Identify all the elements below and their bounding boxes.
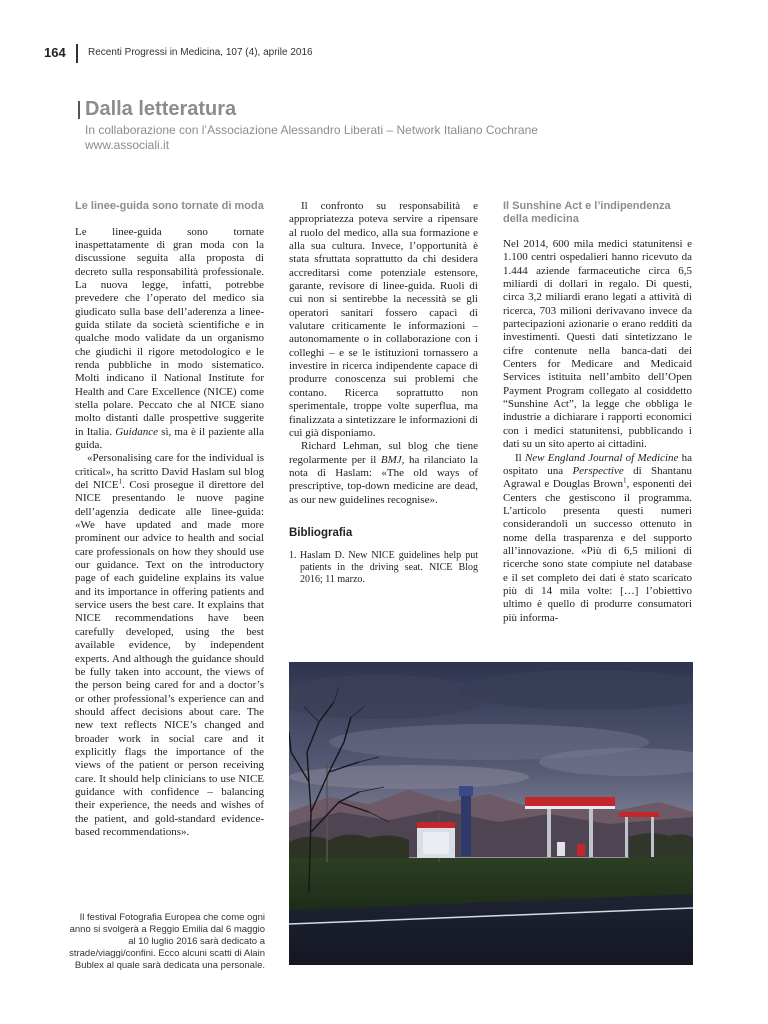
column-3 [503,200,692,625]
reference-item [289,550,478,586]
column-1 [75,200,264,839]
section-subtitle: In collaborazione con l’Associazione Alessandro Liberati – Network Italiano Cochrane [85,123,538,137]
running-header [44,44,444,64]
article-2-body [503,238,692,625]
photo-caption: Il festival Fotografia Europea che come ogni anno si svolgerà a Reggio Emilia dal 6 maggio al 10 luglio 2016 sarà dedicato a strade/viaggi/confini. Ecco alcuni scatti di Alain Bublex al quale sarà dedicata una personale. [69,912,265,971]
paragraph: Richard Lehman, sul blog che tiene regolarmente per il BMJ, ha rilanciato la nota di Haslam: «The old ways of prescriptive, top-down medicine are dead, as our new guidelines recognise». [289,440,478,506]
gas-station-photo [289,662,693,965]
paragraph: Il New England Journal of Medicine ha ospitato una Perspective di Shantanu Agrawal e Douglas Brown$^1$, esponenti dei Centers che gestiscono il programma. L’articolo presenta questi numeri considerandoli un successo ottenuto in nome della trasparenza e del supporto all’innovazione. «Più di 6,5 milioni di ricerche sono state compiute nel database e il set completo dei dati è stato scaricato più di 14 mila volte: […] l’obiettivo ultimo è quello di produrre consumatori più informa- [503,451,692,624]
reference-number: 1. [289,550,297,562]
bibliography-heading: Bibliografia [289,526,353,539]
header-divider [76,44,78,63]
footnote-ref[interactable]: 1 [623,476,627,485]
banner-divider [78,101,80,119]
footnote-ref[interactable]: 1 [118,477,123,486]
section-title: Dalla letteratura [85,98,237,120]
page-number: 164 [44,45,66,60]
article-1-heading: Le linee-guida sono tornate di moda [75,200,264,212]
journal-reference: Recenti Progressi in Medicina, 107 (4), aprile 2016 [88,47,313,58]
paragraph: Nel 2014, 600 mila medici statunitensi e 1.100 centri ospedalieri hanno ricevuto da 1.444 aziende farmaceutiche circa 6,5 miliardi di dollari in regalo. Di questi, circa 3,2 miliardi erano legati a attività di ricerca, 703 milioni derivavano invece da partecipazioni azionarie o erano redditi da investimenti. Questi dati sintetizzano le cifre contenute nella banca-dati dei Centers for Medicare and Medicaid Services istituita nell’ambito dell’Open Payment Program collegato al cosiddetto “Sunshine Act”, la legge che obbliga le industrie a dichiarare i rapporti economici con i medici statunitensi, pubblicando i dati su un sito aperto ai cittadini. [503,238,692,451]
reference-text: Haslam D. New NICE guidelines help put patients in the driving seat. NICE Blog 2016; 11 marzo. [300,550,478,586]
column-2 [289,200,478,586]
paragraph: Le linee-guida sono tornate inaspettatamente di gran moda con la discussione seguita alla proposta di decreto sulla responsabilità professionale. La nuova legge, infatti, potrebbe prevedere che l’operato del medico sia giudicato sulla base dell’aderenza a linee-guida stilate da società scientifiche e in qualche modo validate da un organismo che giudichi il rigore metodologico e le renda pubbliche in modo sistematico. Molti indicano il National Institute for Health and Care Excellence (NICE) come stella polare. Peccato che al NICE siano molto distanti dalle prospettive suggerite in Italia. Guidance sì, ma è il paziente alla guida. [75,225,264,451]
section-url[interactable]: www.associali.it [85,138,170,152]
article-2-heading: Il Sunshine Act e l’indipendenza della medicina [503,200,671,225]
paragraph: Il confronto su responsabilità e appropriatezza poteva servire a ripensare al ruolo del medico, alla sua formazione e alla sua cultura. Invece, l’opportunità è stata sfruttata soprattutto da chi desidera accreditarsi come potenziale estensore, garante, revisore di linee-guida. Ruoli di cui non si sentirebbe la necessità se gli operatori sanitari fossero capaci di valutare criticamente le informazioni – autonomamente o in collaborazione con i colleghi – e se le istituzioni tornassero a investire in ricerca indipendente capace di produrre conoscenza sui problemi che contano. Ricerca soprattutto non sperimentale, troppe volte superflua, ma finalizzata a sintetizzare le informazioni di cui già disponiamo. [289,200,478,439]
paragraph: «Personalising care for the individual is critical», ha scritto David Haslam sul blog del NICE$^1$. Così prosegue il direttore del NICE presentando le nuove pagine dell’agenzia dedicate alle linee-guida: «We have updated and made more prominent our advice to health and social care professionals on how they should use our guidance. Text on the introductory page of each guideline explains its value and its importance in offering patients and service users the best care. It explains that NICE recommendations have been carefully developed, using the best available evidence, by independent experts. And although the guidance should be fully taken into account, the views of the person being cared for and a doctor’s or other professional’s experience can and should affect decisions about care. The new text reflects NICE’s changed and broader work in social care and it explicitly flags the importance of the views of the patient or person receiving care. It should help clinicians to use NICE guidance with confidence – balancing their experience, the needs and wishes of the patient, and gold-standard evidence-based recommendations». [75,452,264,838]
article-1-body [75,226,264,840]
photo-illustration [289,662,693,965]
